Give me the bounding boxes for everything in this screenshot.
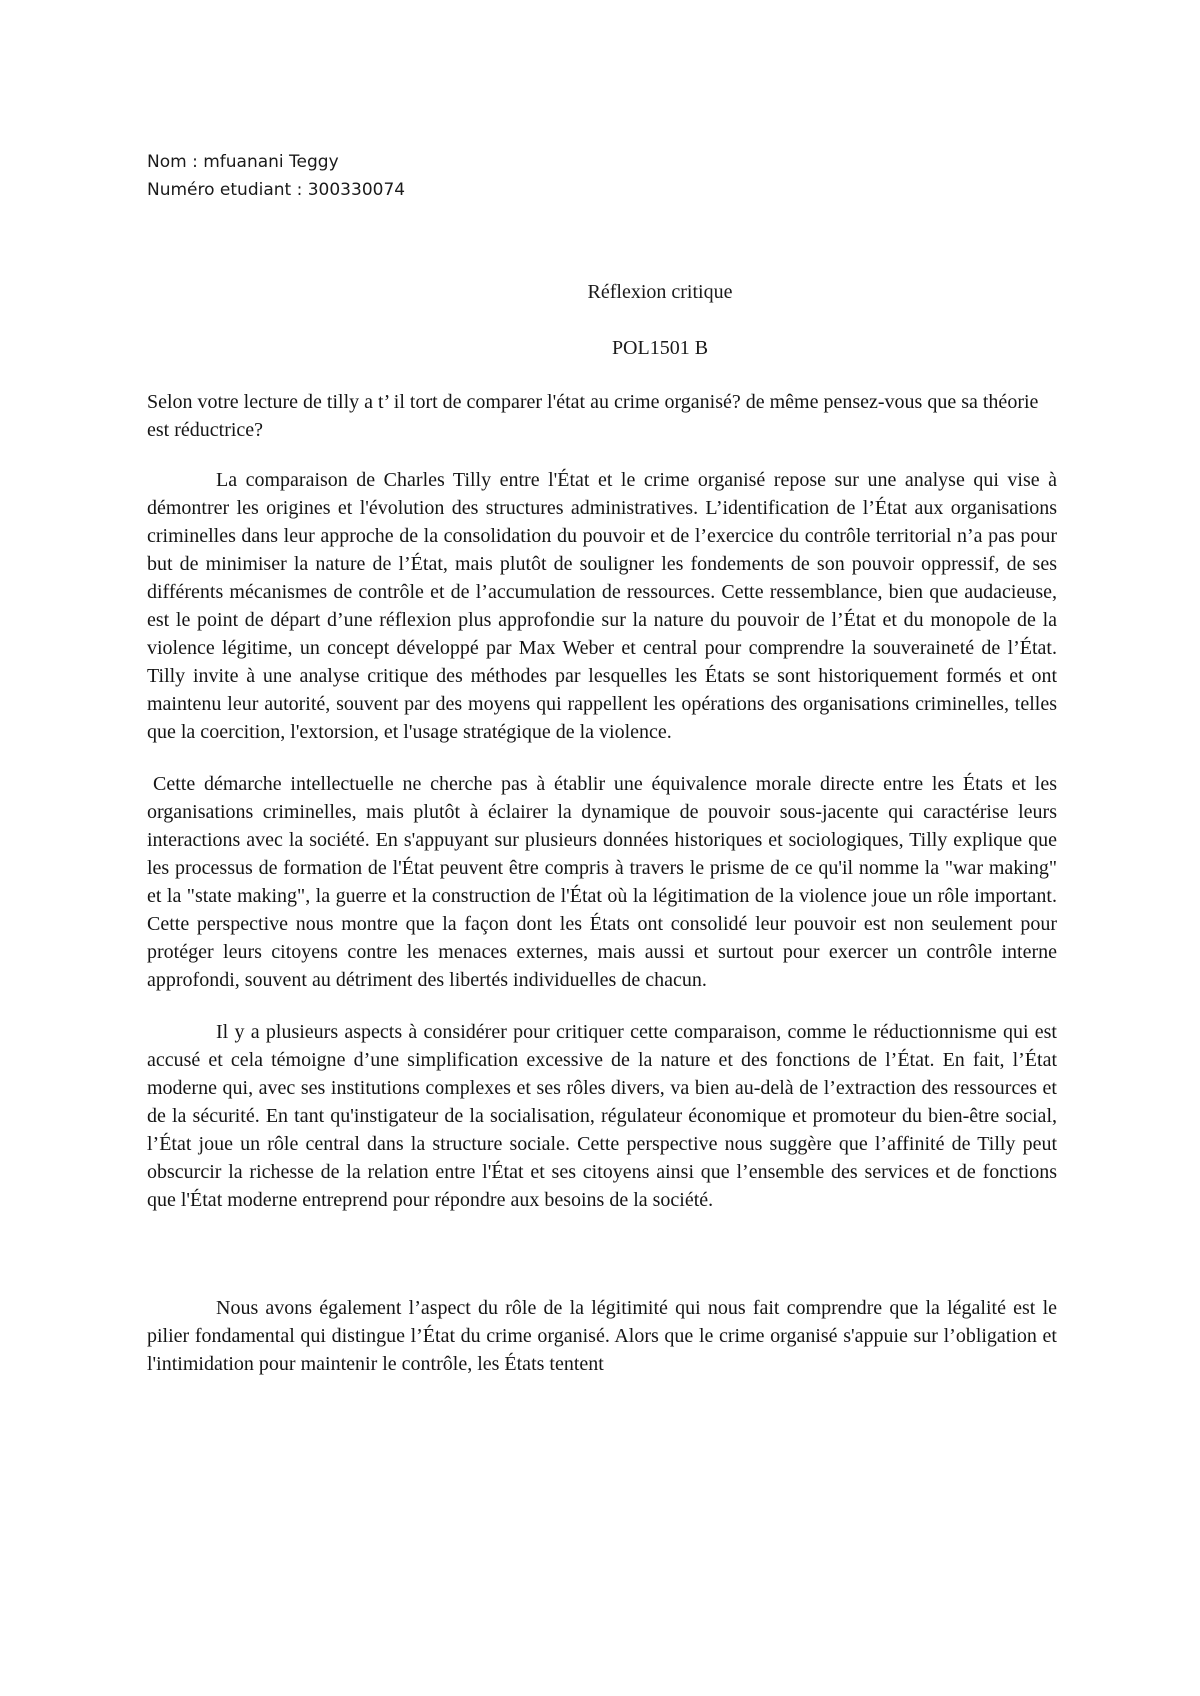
document-title: Réflexion critique: [587, 281, 733, 303]
student-info: [147, 148, 405, 204]
paragraph-1: La comparaison de Charles Tilly entre l'État et le crime organisé repose sur une analyse qui vise à démontrer les origines et l'évolution des structures administratives. L’identification de l’État aux organisations criminelles dans leur approche de la consolidation du pouvoir et de l’exercice du contrôle territorial n’a pas pour but de minimiser la nature de l’État, mais plutôt de souligner les fondements de son pouvoir oppressif, de ses différents mécanismes de contrôle et de l’accumulation de ressources. Cette ressemblance, bien que audacieuse, est le point de départ d’une réflexion plus approfondie sur la nature du pouvoir de l’État et du monopole de la violence légitime, un concept développé par Max Weber et central pour comprendre la souveraineté de l’État. Tilly invite à une analyse critique des méthodes par lesquelles les États se sont historiquement formés et ont maintenu leur autorité, souvent par des moyens qui rappellent les opérations des organisations criminelles, telles que la coercition, l'extorsion, et l'usage stratégique de la violence.: [147, 469, 1057, 743]
paragraph-3: Il y a plusieurs aspects à considérer pour critiquer cette comparaison, comme le réductionnisme qui est accusé et cela témoigne d’une simplification excessive de la nature et des fonctions de l’État. En fait, l’État moderne qui, avec ses institutions complexes et ses rôles divers, va bien au-delà de l’extraction des ressources et de la sécurité. En tant qu'instigateur de la socialisation, régulateur économique et promoteur du bien-être social, l’État joue un rôle central dans la structure sociale. Cette perspective nous suggère que l’affinité de Tilly peut obscurcir la richesse de la relation entre l'État et ses citoyens ainsi que l’ensemble des services et de fonctions que l'État moderne entreprend pour répondre aux besoins de la société.: [147, 1021, 1057, 1211]
student-number: Numéro etudiant : 300330074: [147, 180, 406, 200]
course-code: POL1501 B: [611, 337, 709, 359]
student-name: Nom : mfuanani Teggy: [147, 152, 339, 172]
question-text: Selon votre lecture de tilly a t’ il tort de comparer l'état au crime organisé? de même pensez-vous que sa théorie est réductrice?: [147, 391, 1039, 441]
document-body: [147, 388, 1057, 1378]
paragraph-gap: [147, 1238, 1057, 1294]
paragraph-4: Nous avons également l’aspect du rôle de la légitimité qui nous fait comprendre que la légalité est le pilier fondamental qui distingue l’État du crime organisé. Alors que le crime organisé s'appuie sur l’obligation et l'intimidation pour maintenir le contrôle, les États tentent: [147, 1297, 1057, 1375]
paragraph-2: Cette démarche intellectuelle ne cherche pas à établir une équivalence morale directe entre les États et les organisations criminelles, mais plutôt à éclairer la dynamique de pouvoir sous-jacente qui caractérise leurs interactions avec la société. En s'appuyant sur plusieurs données historiques et sociologiques, Tilly explique que les processus de formation de l'État peuvent être compris à travers le prisme de ce qu'il nomme la "war making" et la "state making", la guerre et la construction de l'État où la légitimation de la violence joue un rôle important. Cette perspective nous montre que la façon dont les États ont consolidé leur pouvoir est non seulement pour protéger leurs citoyens contre les menaces externes, mais aussi et surtout pour exercer un contrôle interne approfondi, souvent au détriment des libertés individuelles de chacun.: [147, 773, 1057, 991]
